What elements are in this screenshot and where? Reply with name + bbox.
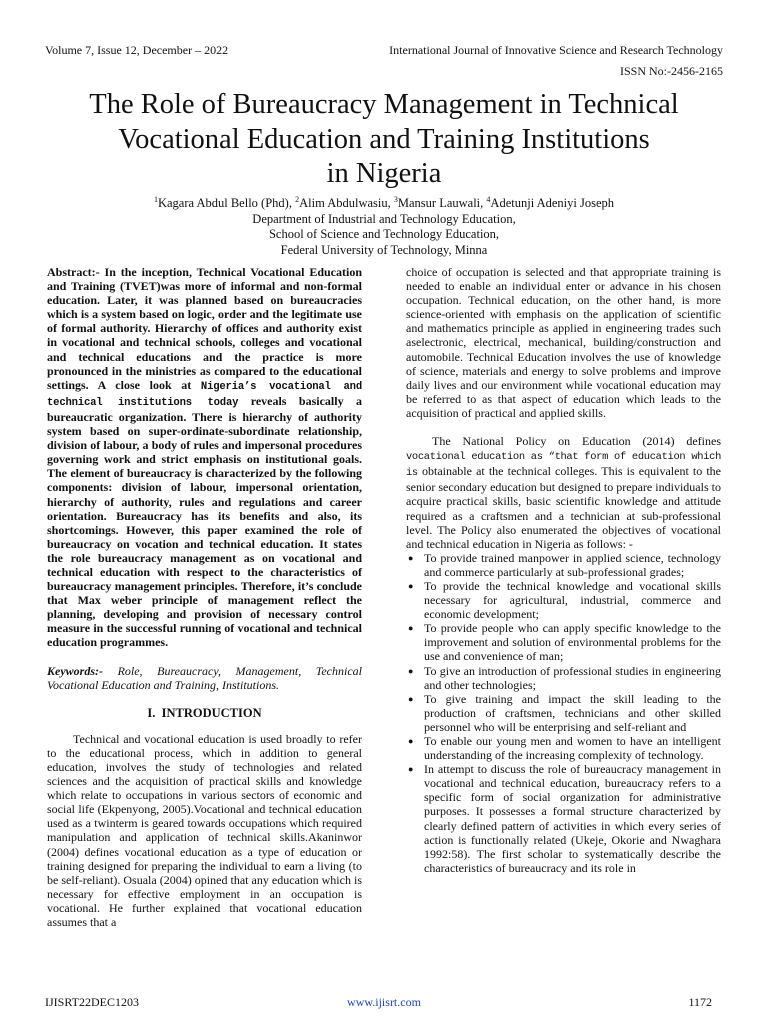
list-item: ● To provide people who can apply specific knowledge to the improvement and solution of environmental problems for the use and convenience of man; [406,621,721,663]
body-highlight: vocational education as “that form of education which is [406,451,721,480]
title-line: The Role of Bureaucracy Management in Technical [89,89,679,120]
volume-issue-header: Volume 7, Issue 12, December – 2022 [45,43,229,57]
paper-title [40,88,728,192]
abstract-text: reveals basically a bureaucratic organization. There is hierarchy of authority system based on super-ordinate-subordinate relationship, division of labour, a body of rules and impersonal procedures governing work and strict emphasis on institutional goals. The element of bureaucracy is characterized by the following components: division of labour, impersonal orientation, hierarchy of authority, rules and regulations and career orientation. Bureaucracy has its benefits and also, its shortcomings. However, this paper examined the role of bureaucracy on vocation and technical education. It states the role bureaucracy management as on vocational and technical education with respect to the characteristics of bureaucracy management principles. Therefore, it’s conclude that Max weber principle of management reflect the planning, developing and provision of necessary control measure in the successful running of vocational and technical education programmes. [47,393,363,650]
university: Federal University of Technology, Minna [280,242,488,257]
author-affiliation-marker: 3 [393,194,398,204]
right-column [406,265,721,875]
page-number: 1172 [688,995,712,1009]
keywords [47,664,362,692]
author-affiliation-marker: 1 [153,194,158,204]
list-item: ● To provide the technical knowledge and vocational skills necessary for agricultural, industrial, commerce and economic development; [406,579,721,621]
keywords-text: Role, Bureaucracy, Management, Technical Vocational Education and Training, Institutions. [47,663,362,692]
author-affiliation-marker: 2 [295,194,300,204]
author-affiliation-marker: 4 [486,194,491,204]
keywords-label: Keywords:- [47,663,103,678]
list-item: ● To enable our young men and women to have an intelligent understanding of the increasing complexity of technology. [406,734,721,762]
author-block [40,196,728,258]
abstract-text: Abstract:- In the inception, Technical Vocational Education and Training (TVET)was more of informal and non-formal education. Later, it was planned based on bureaucracies which is a system based on logic, order and the legitimate use of formal authority. Hierarchy of offices and authority exist in vocational and technical schools, colleges and vocational and technical educations and the practice is more pronounced in the ministries as compared to the educational settings. A close look at [47,265,362,392]
body-paragraph: choice of occupation is selected and that appropriate training is needed to enable an individual enter or advance in his chosen occupation. Technical education, on the other hand, is more science-oriented with emphasis on the application of scientific and mathematics principle as applied in engineering trades such aselectronic, electrical, mechanical, building/construction and automobile. Technical Education involves the use of knowledge of science, materials and energy to solve problems and improve daily lives and our environment while vocational education may be referred to as that aspect of education which leads to the acquisition of practical and applied skills. [406,265,721,420]
objectives-list [406,551,721,875]
list-item: ● In attempt to discuss the role of bureaucracy management in vocational and technical education, bureaucracy refers to a specific form of social organization for administrative purposes. It possesses a formal structure characterized by clearly defined pattern of activities in which every series of action is functionally related (Ukeje, Okorie and Nwaghara 1992:58). The first scholar to systematically describe the characteristics of bureaucracy and its role in [406,762,721,875]
title-line: Vocational Education and Training Institutions [118,123,650,155]
list-item: ● To provide trained manpower in applied science, technology and commerce particularly at sub-professional grades; [406,551,721,579]
body-paragraph [406,434,721,551]
abstract [47,265,362,650]
author-name: Mansur Lauwali, [397,196,487,210]
body-text: obtainable at the technical colleges. This is equivalent to the senior secondary education but designed to prepare individuals to acquire practical skills, basic scientific knowledge and attitude required as a craftsmen and a technician at sub-professional level. The Policy also enumerated the objectives of vocational and technical education in Nigeria as follows: - [406,464,721,551]
paper-code: IJISRT22DEC1203 [45,995,139,1009]
abstract-highlight: Nigeria’s vocational and technical institutions today [47,380,362,409]
body-text: The National Policy on Education (2014) defines [432,434,721,449]
list-item: ● To give an introduction of professional studies in engineering and other technologies; [406,664,721,692]
journal-name-header: International Journal of Innovative Science and Research Technology [389,43,723,57]
issn-header: ISSN No:-2456-2165 [619,64,723,78]
school: School of Science and Technology Education, [268,227,500,241]
author-name: Kagara Abdul Bello (Phd), [157,196,296,210]
journal-url-link[interactable]: www.ijisrt.com [347,995,421,1009]
department: Department of Industrial and Technology Education, [252,211,516,226]
author-name: Adetunji Adeniyi Joseph [490,196,615,210]
title-line: in Nigeria [326,158,442,189]
author-list [40,196,728,212]
introduction-paragraph: Technical and vocational education is used broadly to refer to the educational process, which in addition to general education, involves the study of technologies and related sciences and the acquisition of practical skills and knowledge which relate to occupations in various sectors of economic and social life (Ekpenyong, 2005).Vocational and technical education used as a twinterm is geared towards occupations which required manipulation and application of technical skills.Akaninwor (2004) defines vocational education as a type of education or training designed for preparing the individual to earn a living (to be self-reliant). Osuala (2004) opined that any education which is necessary for effective employment in an occupation is vocational. He further explained that vocational education assumes that a [47,731,362,930]
left-column [47,265,362,929]
author-name: Alim Abdulwasiu, [299,196,394,210]
list-item: ● To give training and impact the skill leading to the production of craftsmen, technicians and other skilled personnel who will be enterprising and self-reliant and [406,692,721,734]
introduction-heading: I. INTRODUCTION [147,705,262,720]
